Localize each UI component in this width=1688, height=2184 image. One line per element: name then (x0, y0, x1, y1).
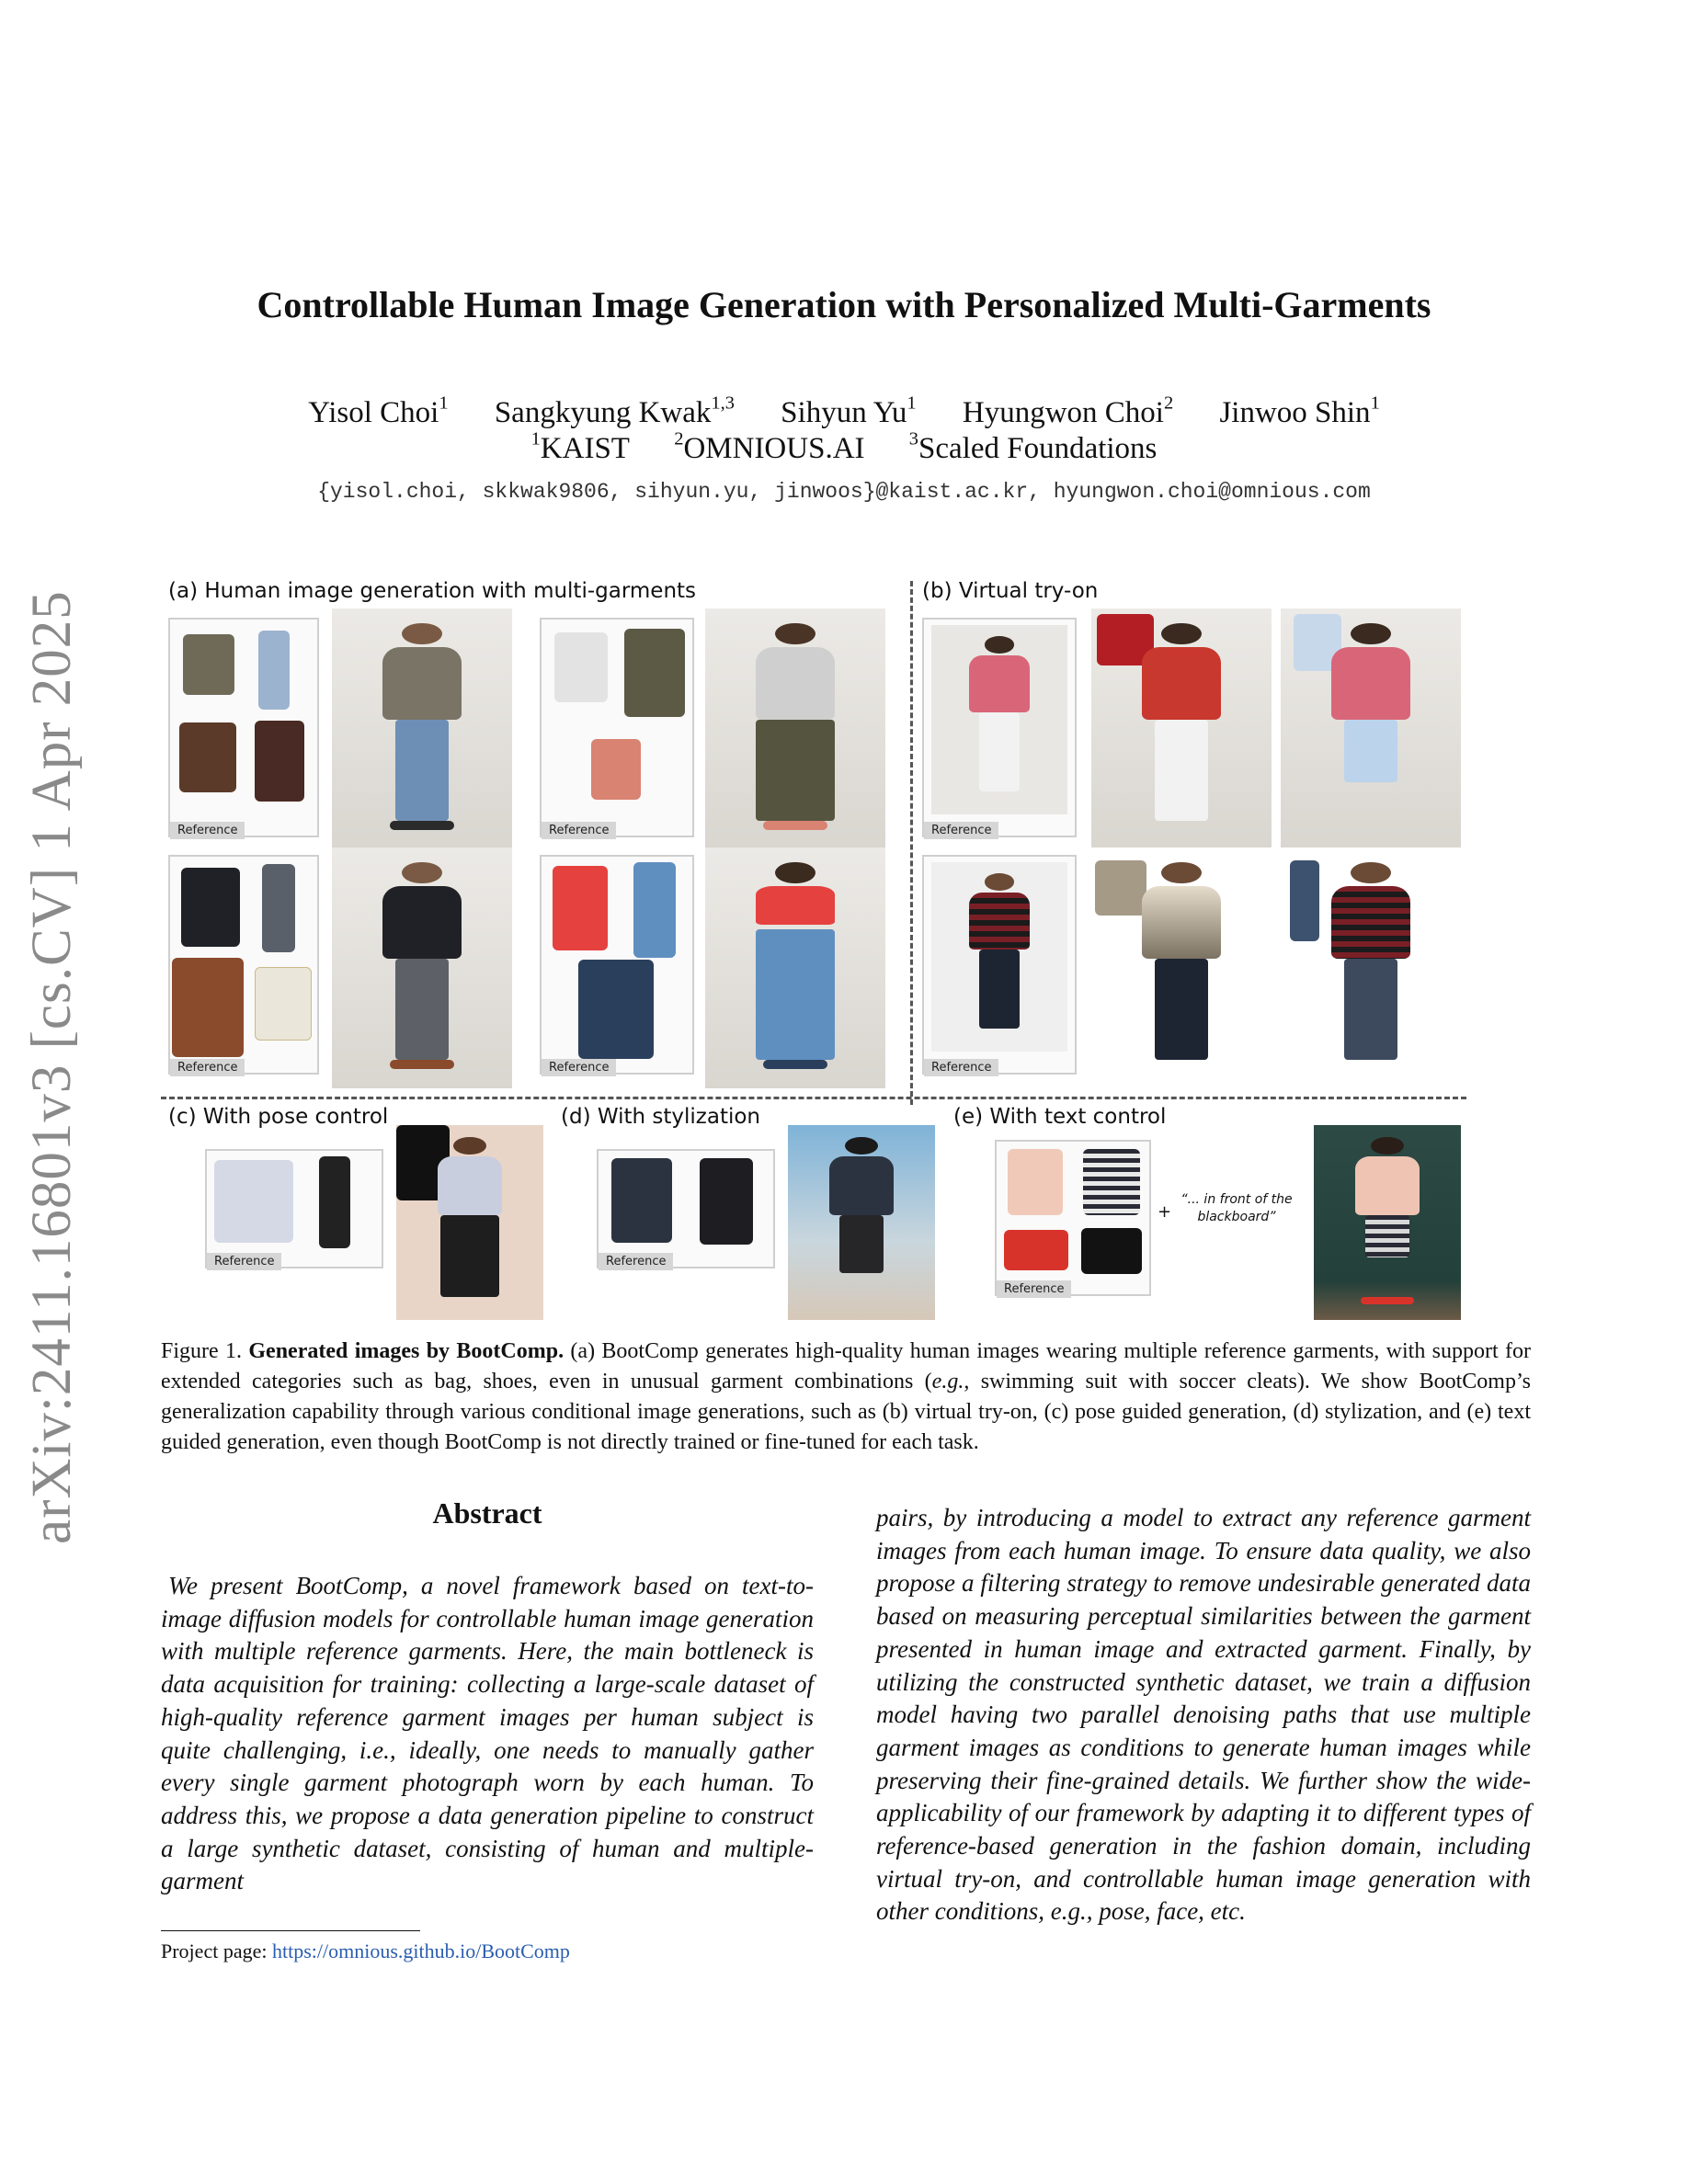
arxiv-identifier: arXiv:2411.16801v3 [cs.CV] 1 Apr 2025 (21, 590, 83, 1544)
jeans-image (262, 864, 295, 952)
reference-tag: Reference (599, 1253, 673, 1270)
reference-tag: Reference (170, 822, 245, 839)
tote-bag-image (1081, 1228, 1142, 1274)
swimsuit-image (553, 866, 608, 950)
project-page-link[interactable]: https://omnious.github.io/BootComp (271, 1939, 570, 1962)
generated-human-image (332, 609, 512, 849)
panel-divider-vertical (910, 581, 913, 1105)
generated-human-image (332, 847, 512, 1088)
shirt-garment-image (1095, 860, 1146, 916)
pleated-skirt-image (700, 1158, 753, 1245)
reference-person (922, 618, 1077, 837)
reference-tag: Reference (170, 1059, 245, 1076)
figure-1 (161, 570, 1466, 1314)
reference-garments (540, 855, 694, 1075)
author: Sangkyung Kwak$^{1,3}$ (494, 392, 735, 429)
tank-top-image (554, 632, 608, 702)
black-pants-image (319, 1156, 350, 1248)
reference-tag: Reference (542, 822, 616, 839)
blouse-image (1008, 1149, 1063, 1215)
reference-tag: Reference (207, 1253, 281, 1270)
panel-e-label: (e) With text control (953, 1105, 1167, 1129)
pose-guided-result-image (396, 1125, 543, 1320)
reference-tag: Reference (997, 1280, 1071, 1298)
reference-garments (168, 855, 319, 1075)
generated-human-image (705, 847, 885, 1088)
tank-top-image (611, 1158, 672, 1243)
shoes-image (591, 739, 641, 800)
abstract-column-2: pairs, by introducing a model to extract any reference garment images from each human image. To ensure data quality, we also propose a filtering strategy to remove undesirable generated data based on measuring perceptual similarities between the garment presented in human image and extracted garment. Finally, by utilizing the constructed synthetic dataset, we train a diffusion model having two parallel denoising paths that use multiple garment images as conditions to generate human images while preserving their fine-grained details. We further show the wide-applicability of our framework by adapting it to different types of reference-based generation in the fashion domain, including virtual try-on, and controllable human image generation with other conditions, e.g., pose, face, etc. (876, 1504, 1531, 1926)
affiliation: $^1$KAIST (530, 428, 630, 465)
panel-c-label: (c) With pose control (168, 1105, 389, 1129)
panel-d-label: (d) With stylization (561, 1105, 761, 1129)
shoes-image (1004, 1230, 1068, 1270)
reference-garments (995, 1140, 1151, 1296)
source-person-image (931, 862, 1067, 1052)
soccer-cleats-image (578, 960, 654, 1059)
stylized-result-image (788, 1125, 935, 1320)
source-person-image (931, 625, 1067, 814)
try-on-result-image (1281, 609, 1461, 849)
abstract-heading: Abstract (432, 1496, 542, 1530)
skirt-image (624, 629, 685, 717)
sandals-image (172, 958, 244, 1057)
author-list (0, 393, 1688, 432)
text-guided-result-image (1314, 1125, 1461, 1320)
plus-sign: + (1158, 1202, 1172, 1222)
author: Jinwoo Shin$^1$ (1219, 392, 1380, 429)
reference-garments (205, 1149, 383, 1268)
abstract-column-1: We present BootComp, a novel framework based on text-to-image diffusion models for controllable human image generation with multiple reference garments. Here, the main bottleneck is data acquisition for training: collecting a large-scale dataset of high-quality reference garment images per human subject is quite challenging, i.e., ideally, one needs to manually gather every single garment photograph worn by each human. To address this, we propose a data generation pipeline to construct a large synthetic dataset, consisting of human and multiple-garment (161, 1572, 814, 1895)
author: Sihyun Yu$^1$ (781, 392, 917, 429)
reference-garments (597, 1149, 775, 1268)
floral-shirt-image (214, 1160, 293, 1243)
reference-garments (540, 618, 694, 837)
figure-caption: Figure 1. Generated images by BootComp. (a) BootComp generates high-quality human images wearing multiple reference garments, with support for extended categories such as bag, shoes, even in unusual garment combinations (e.g., swimming suit with soccer cleats). We show BootComp’s generalization capability through various conditional image generations, such as (b) virtual try-on, (c) pose guided generation, (d) stylization, and (e) text guided generation, even though BootComp is not directly trained or fine-tuned for each task. (161, 1339, 1532, 1454)
footnote: Project page: https://omnious.github.io/BootComp (161, 1939, 570, 1962)
reference-tag: Reference (924, 822, 998, 839)
handbag-image (255, 967, 312, 1041)
text-prompt: “... in front of the blackboard” (1180, 1192, 1293, 1224)
panel-divider-horizontal (161, 1097, 1466, 1099)
striped-shorts-image (1083, 1149, 1140, 1215)
affiliation: $^2$OMNIOUS.AI (674, 428, 865, 465)
affiliation: $^3$Scaled Foundations (908, 428, 1158, 465)
blouse-image (183, 634, 234, 695)
reference-garments (168, 618, 319, 837)
try-on-result-image (1281, 847, 1461, 1088)
jeans-garment-image (1290, 860, 1319, 941)
author: Yisol Choi$^1$ (308, 392, 449, 429)
jeans-image (258, 631, 290, 710)
boots-image (179, 722, 236, 792)
reference-tag: Reference (542, 1059, 616, 1076)
author: Hyungwon Choi$^2$ (962, 392, 1174, 429)
try-on-result-image (1091, 847, 1272, 1088)
generated-human-image (705, 609, 885, 849)
backpack-image (255, 721, 304, 802)
patterned-pants-image (633, 862, 676, 958)
paper-title: Controllable Human Image Generation with Personalized Multi-Garments (257, 284, 1431, 325)
panel-b-label: (b) Virtual try-on (922, 579, 1099, 603)
try-on-result-image (1091, 609, 1272, 849)
reference-person (922, 855, 1077, 1075)
hoodie-image (181, 868, 240, 947)
reference-tag: Reference (924, 1059, 998, 1076)
panel-a-label: (a) Human image generation with multi-garments (168, 579, 697, 603)
affiliation-list (0, 428, 1688, 466)
author-emails: {yisol.choi, skkwak9806, sihyun.yu, jinwoos}@kaist.ac.kr, hyungwon.choi@omnious.com (317, 480, 1371, 504)
footnote-rule (161, 1930, 420, 1931)
